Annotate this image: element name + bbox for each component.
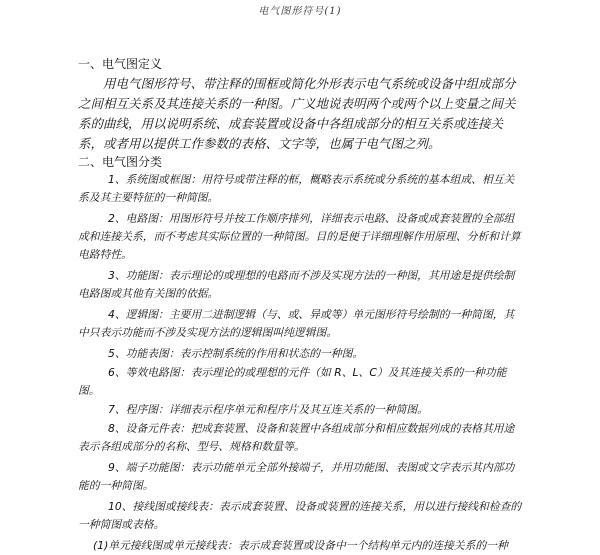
page-header: 电气图形符号(1) — [258, 6, 342, 17]
list-item: 6、等效电路图：表示理论的或理想的元件（如 R、L、C）及其连接关系的一种功能图。 — [78, 366, 507, 397]
section-heading-definition: 一、电气图定义 — [78, 57, 163, 71]
list-item: 5、功能表图：表示控制系统的作用和状态的一种图。 — [108, 347, 364, 360]
list-item: 10、接线图或接线表：表示成套装置、设备或装置的连接关系，用以进行接线和检查的一种简图或表格。 — [78, 500, 522, 531]
list-item: 1、系统图或框图：用符号或带注释的框，概略表示系统或分系统的基本组成、相互关系及其主要特征的一种简图。 — [78, 173, 515, 204]
list-item: 7、程序图：详细表示程序单元和程序片及其互连关系的一种简图。 — [108, 403, 428, 416]
list-item: 3、功能图：表示理论的或理想的电路而不涉及实现方法的一种图，其用途是提供绘制电路图或其他有关图的依据。 — [78, 269, 515, 300]
list-item: 8、设备元件表：把成套装置、设备和装置中各组成部分和相应数据列成的表格其用途表示各组成部分的名称、型号、规格和数量等。 — [78, 422, 515, 453]
list-item: 9、端子功能图：表示功能单元全部外接端子，并用功能图、表图或文字表示其内部功能的一种简图。 — [78, 461, 515, 492]
list-item: 2、电路图：用图形符号并按工作顺序排列，详细表示电路、设备或成套装置的全部组成和连接关系，而不考虑其实际位置的一种简图。目的是便于详细理解作用原理、分析和计算电路特性。 — [78, 212, 521, 261]
sub-list-item: (1)单元接线图或单元接线表：表示成套装置或设备中一个结构单元内的连接关系的一种 — [93, 539, 508, 552]
definition-paragraph: 用电气图形符号、带注释的围框或简化外形表示电气系统或设备中组成部分之间相互关系及其连接关系的一种图。广义地说表明两个或两个以上变量之间关系的曲线，用以说明系统、成套装置或设备中各组成部分的相互关系或连接关系，或者用以提供工作参数的表格、文字等，也属于电气图之列。 — [78, 76, 516, 151]
list-item: 4、逻辑图：主要用二进制逻辑（与、或、异或等）单元图形符号绘制的一种简图，其中只表示功能而不涉及实现方法的逻辑图叫纯逻辑图。 — [78, 308, 515, 339]
document-body — [78, 56, 524, 555]
section-heading-classification: 二、电气图分类 — [78, 155, 163, 169]
